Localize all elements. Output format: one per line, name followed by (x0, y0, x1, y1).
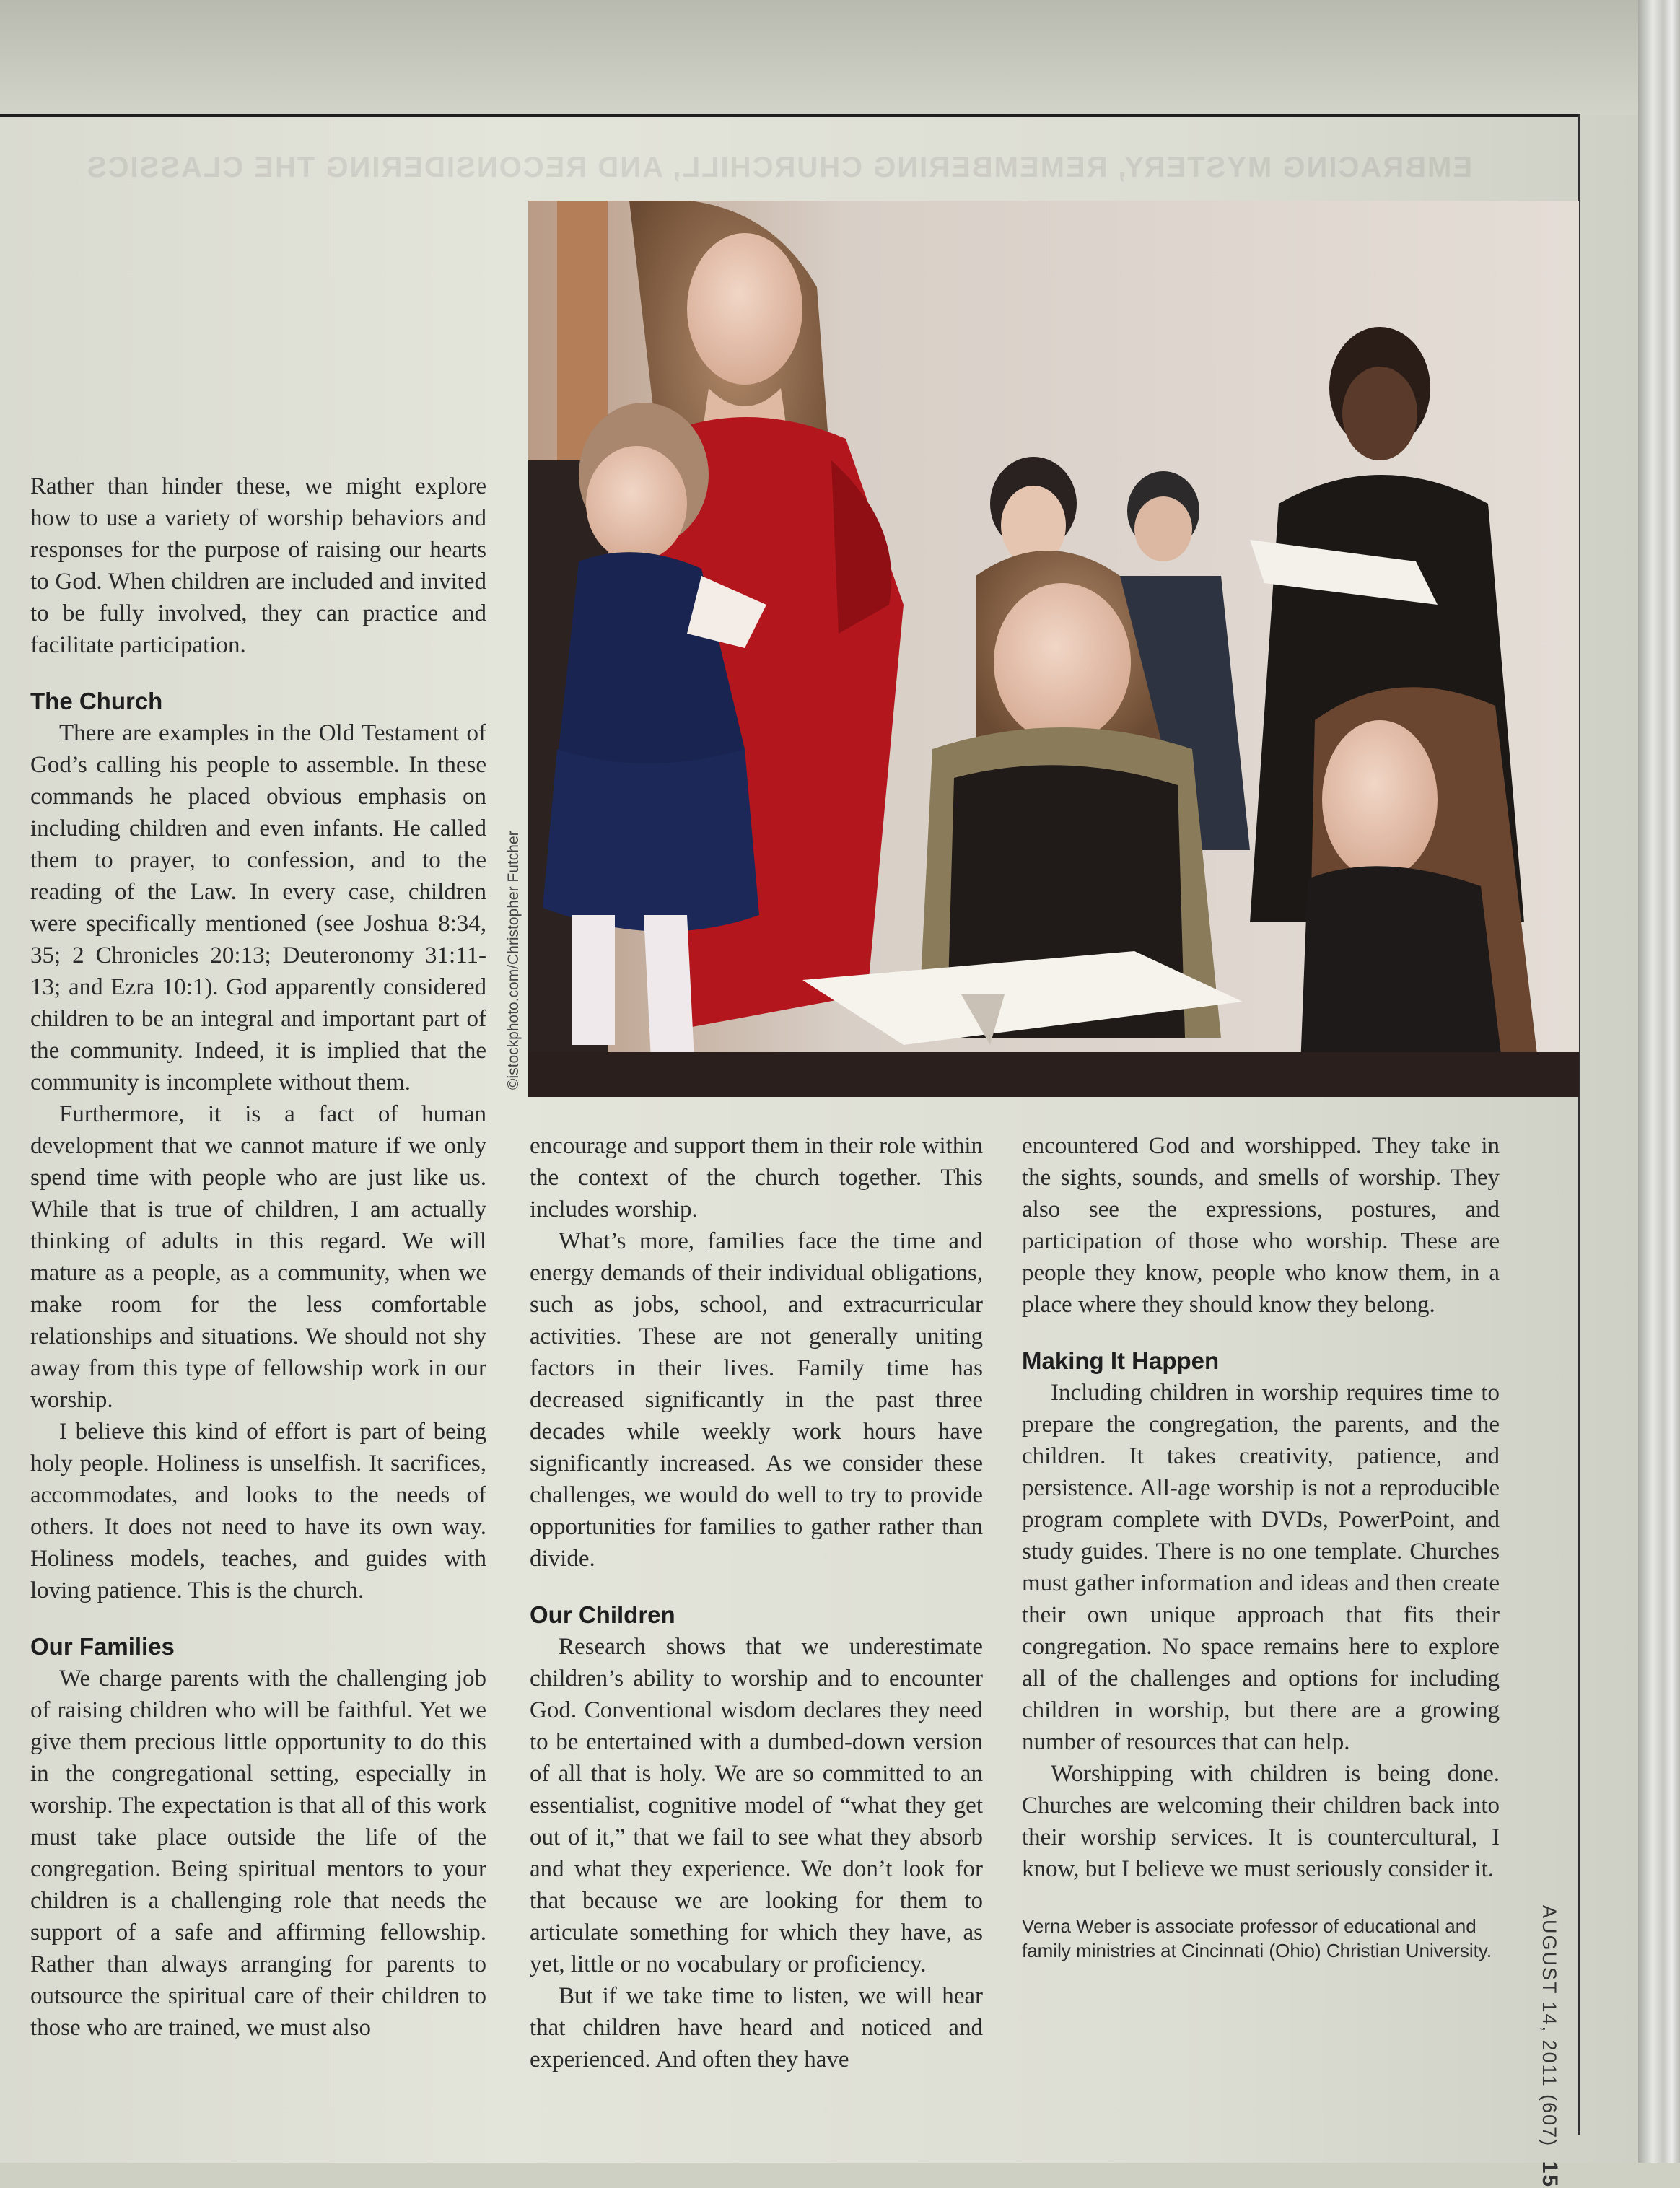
folio-date: AUGUST 14, 2011 (1539, 1905, 1560, 2088)
section-heading-making-it-happen: Making It Happen (1022, 1347, 1220, 1374)
paragraph: But if we take time to listen, we will hear that children have heard and noticed and experienced. And often they have (530, 1983, 983, 2073)
photo-credit: ©istockphoto.com/Christopher Futcher (505, 831, 522, 1090)
worship-photo (528, 201, 1579, 1097)
paragraph: We charge parents with the challenging job of raising children who will be faithful. Yet we give them precious little opportunity to do this in the congregational setting, especially in worship. The expectation is that all of this work must take place outside the life of the congregation. Being spiritual mentors to your children is a challenging role that needs the support of a safe and affirming fellowship. Rather than always arranging for parents to outsource the spiritual care of their children to those who are trained, we must also (30, 1666, 486, 2041)
section-heading-the-church: The Church (30, 688, 163, 714)
paragraph: Research shows that we underestimate children’s ability to worship and to encounter God. Conventional wisdom declares they need to be entertained with a dumbed-down version of all that is holy. We are so committed to an essentialist, cognitive model of “what they get out of it,” that we fail to see what they absorb and what they experience. We don’t look for that because we are looking for them to articulate something for which they have, as yet, little or no vocabulary or proficiency. (530, 1634, 983, 1977)
page-number: 15 (1538, 2161, 1562, 2188)
article-column-1 (30, 471, 486, 2044)
paragraph: I believe this kind of effort is part of being holy people. Holiness is unselfish. It sacrifices, accommodates, and looks to the needs of others. It does not need to have its own way. Holiness models, teaches, and guides with loving patience. This is the church. (30, 1419, 486, 1603)
frame-rule-top (0, 114, 1580, 117)
page-folio (1537, 1905, 1562, 2188)
article-column-3 (1022, 1130, 1500, 1963)
paragraph: Furthermore, it is a fact of human development that we cannot mature if we only spend time with people who are just like us. While that is true of children, I am actually thinking of adults in this regard. We will mature as a people, as a community, when we make room for the less comfortable relationships and situations. We should not shy away from this type of fellowship work in our worship. (30, 1101, 486, 1413)
author-bio: Verna Weber is associate professor of educational and family ministries at Cincinnati (Ohio) Christian University. (1022, 1915, 1492, 1961)
paragraph: encountered God and worshipped. They take in the sights, sounds, and smells of worship. They also see the expressions, postures, and participation of those who worship. These are people they know, people who know them, in a place where they should know they belong. (1022, 1133, 1500, 1318)
top-shadow (0, 0, 1645, 115)
paragraph: Including children in worship requires time to prepare the congregation, the parents, and the children. It takes creativity, patience, and persistence. All-age worship is not a reproducible program complete with DVDs, PowerPoint, and study guides. There is no one template. Churches must gather information and ideas and then create their own unique approach that fits their congregation. No space remains here to explore all of the challenges and options for including children in worship, but there are a growing number of resources that can help. (1022, 1380, 1500, 1755)
paragraph: There are examples in the Old Testament of God’s calling his people to assemble. In these commands he placed obvious emphasis on including children and even infants. He called them to prayer, to confession, and to the reading of the Law. In every case, children were specifically mentioned (see Joshua 8:34, 35; 2 Chronicles 20:13; Deuteronomy 31:11-13; and Ezra 10:1). God apparently considered children to be an integral and important part of the community. Indeed, it is implied that the community is incomplete without them. (30, 720, 486, 1095)
paragraph: Worshipping with children is being done. Churches are welcoming their children back into their worship services. It is countercultural, I know, but I believe we must seriously consider it. (1022, 1761, 1500, 1882)
bleed-through-running-header: EMBRACING MYSTERY, REMEMBERING CHURCHILL, AND RECONSIDERING THE CLASSICS (85, 152, 1472, 183)
section-heading-our-families: Our Families (30, 1633, 175, 1660)
folio-issue: (607) (1539, 2094, 1560, 2148)
photo-illustration (528, 201, 1579, 1097)
section-heading-our-children: Our Children (530, 1601, 675, 1628)
page-edge (1638, 0, 1680, 2163)
paragraph: encourage and support them in their role within the context of the church together. This includes worship. (530, 1133, 983, 1222)
paragraph: What’s more, families face the time and energy demands of their individual obligations, such as jobs, school, and extracurricular activities. These are not generally uniting factors in their lives. Family time has decreased significantly in the past three decades while weekly work hours have significantly increased. As we consider these challenges, we would do well to try to provide opportunities for families to gather rather than divide. (530, 1228, 983, 1572)
article-column-2 (530, 1130, 983, 2075)
intro-paragraph: Rather than hinder these, we might explore how to use a variety of worship behaviors and responses for the purpose of raising our hearts to God. When children are included and invited to be fully involved, they can practice and facilitate participation. (30, 473, 486, 658)
